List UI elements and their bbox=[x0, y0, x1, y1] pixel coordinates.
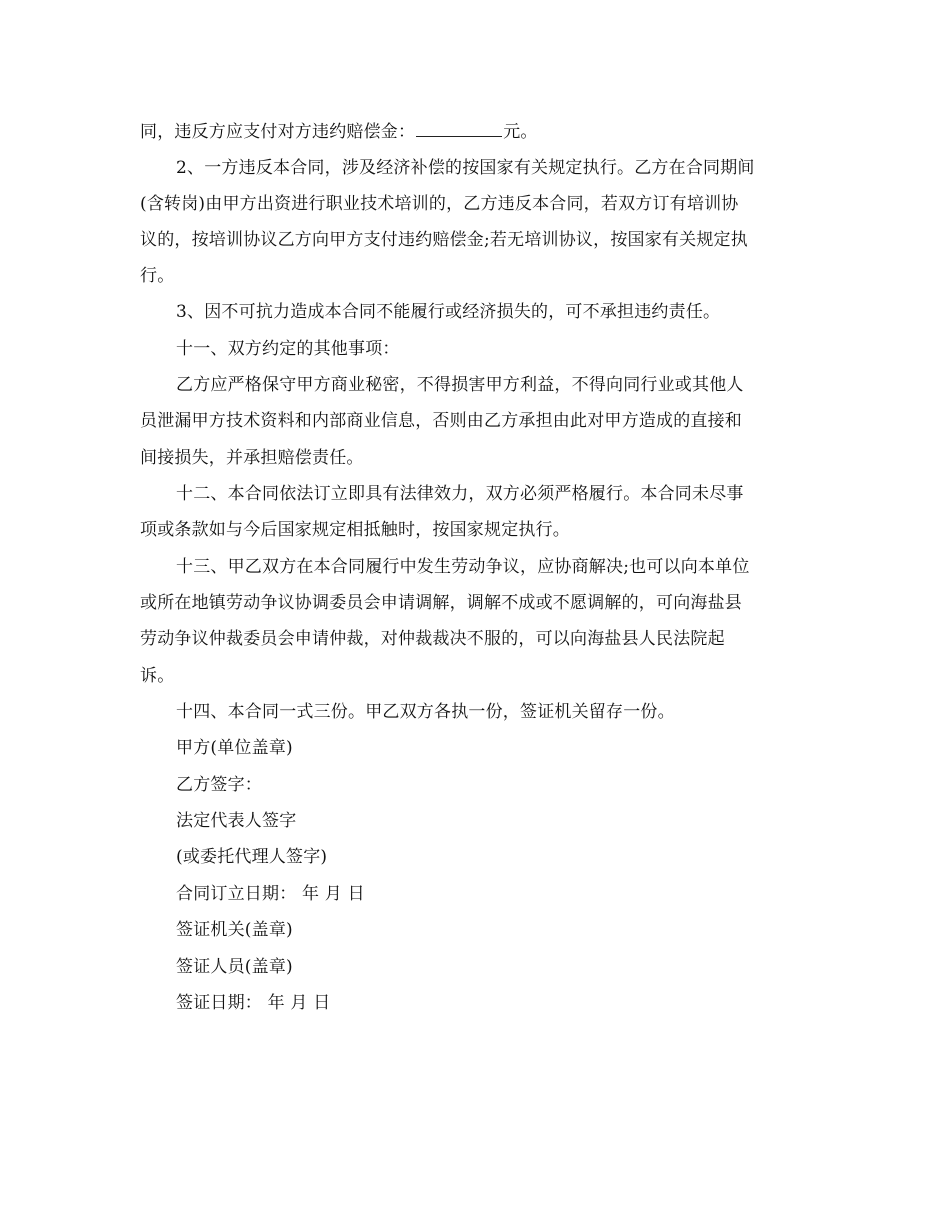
text-line: 十二、本合同依法订立即具有法律效力，双方必须严格履行。本合同未尽事 bbox=[176, 484, 744, 504]
text-line: 3、因不可抗力造成本合同不能履行或经济损失的，可不承担违约责任。 bbox=[176, 302, 721, 322]
date-label: 合同订立日期： 年 月 日 bbox=[176, 884, 365, 904]
text-line: 十四、本合同一式三份。甲乙双方各执一份，签证机关留存一份。 bbox=[176, 702, 675, 722]
signature-label: 甲方(单位盖章) bbox=[176, 738, 293, 758]
text-line: 员泄漏甲方技术资料和内部商业信息，否则由乙方承担由此对甲方造成的直接和 bbox=[140, 411, 742, 431]
text-line: 项或条款如与今后国家规定相抵触时，按国家规定执行。 bbox=[140, 520, 570, 540]
text-line: 议的，按培训协议乙方向甲方支付违约赔偿金;若无培训协议，按国家有关规定执 bbox=[140, 230, 748, 250]
text-line bbox=[140, 120, 538, 144]
text-line: 2、一方违反本合同，涉及经济补偿的按国家有关规定执行。乙方在合同期间 bbox=[176, 158, 755, 178]
text-line: 十一、双方约定的其他事项： bbox=[176, 339, 400, 359]
text-line: 行。 bbox=[140, 266, 175, 286]
text-line: 诉。 bbox=[140, 666, 175, 686]
text-line: 劳动争议仲裁委员会申请仲裁，对仲裁裁决不服的，可以向海盐县人民法院起 bbox=[140, 629, 725, 649]
date-label: 签证日期： 年 月 日 bbox=[176, 993, 331, 1013]
text-segment: 同，违反方应支付对方违约赔偿金： bbox=[140, 122, 416, 142]
text-line: 十三、甲乙双方在本合同履行中发生劳动争议，应协商解决;也可以向本单位 bbox=[176, 557, 750, 577]
signature-label: (或委托代理人签字) bbox=[176, 847, 328, 867]
signature-label: 签证人员(盖章) bbox=[176, 957, 293, 977]
text-line: (含转岗)由甲方出资进行职业技术培训的，乙方违反本合同，若双方订有培训协 bbox=[140, 194, 739, 214]
signature-label: 乙方签字： bbox=[176, 775, 262, 795]
text-line: 间接损失，并承担赔偿责任。 bbox=[140, 448, 364, 468]
text-line: 乙方应严格保守甲方商业秘密，不得损害甲方利益，不得向同行业或其他人 bbox=[176, 375, 744, 395]
signature-label: 法定代表人签字 bbox=[176, 811, 297, 831]
signature-label: 签证机关(盖章) bbox=[176, 920, 293, 940]
text-segment: 元。 bbox=[503, 122, 538, 142]
fill-in-blank bbox=[416, 122, 502, 137]
text-line: 或所在地镇劳动争议协调委员会申请调解，调解不成或不愿调解的，可向海盐县 bbox=[140, 593, 742, 613]
